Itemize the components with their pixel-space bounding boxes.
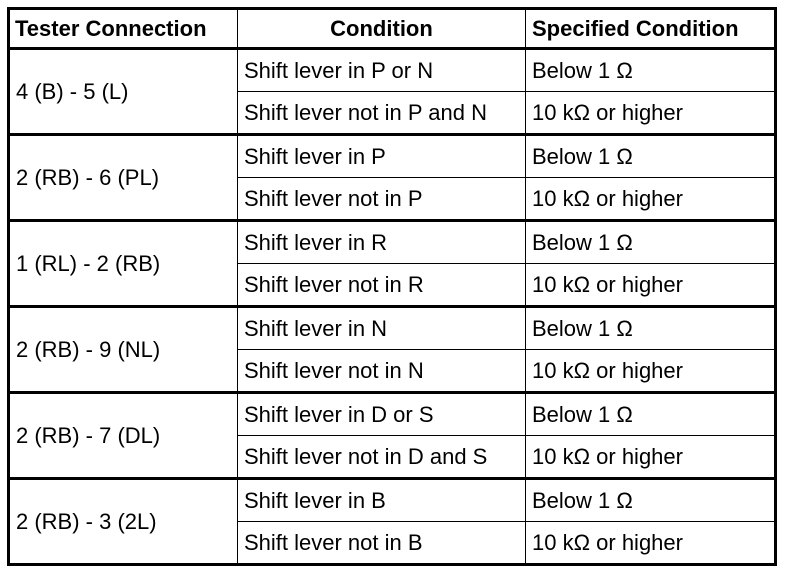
table-row [9,393,776,436]
condition-cell: Shift lever not in N [238,350,526,393]
specified-condition-cell: Below 1 Ω [526,393,776,436]
table-header-row [9,9,776,49]
specified-condition-cell: 10 kΩ or higher [526,264,776,307]
specified-condition-cell: 10 kΩ or higher [526,522,776,565]
condition-cell: Shift lever in P or N [238,49,526,92]
condition-cell: Shift lever not in D and S [238,436,526,479]
header-tester-connection: Tester Connection [9,9,238,49]
header-specified-condition: Specified Condition [526,9,776,49]
condition-cell: Shift lever in D or S [238,393,526,436]
tester-connection-cell: 2 (RB) - 6 (PL) [9,135,238,221]
tester-connection-cell: 2 (RB) - 7 (DL) [9,393,238,479]
tester-connection-table [7,7,777,566]
condition-cell: Shift lever in B [238,479,526,522]
table-row [9,221,776,264]
tester-connection-cell: 1 (RL) - 2 (RB) [9,221,238,307]
table-row [9,135,776,178]
condition-cell: Shift lever in N [238,307,526,350]
specified-condition-cell: Below 1 Ω [526,49,776,92]
condition-cell: Shift lever not in B [238,522,526,565]
specified-condition-cell: Below 1 Ω [526,221,776,264]
condition-cell: Shift lever in P [238,135,526,178]
specified-condition-cell: Below 1 Ω [526,479,776,522]
specified-condition-cell: 10 kΩ or higher [526,92,776,135]
table-row [9,479,776,522]
tester-connection-cell: 4 (B) - 5 (L) [9,49,238,135]
tester-connection-cell: 2 (RB) - 3 (2L) [9,479,238,565]
condition-cell: Shift lever not in P and N [238,92,526,135]
condition-cell: Shift lever not in R [238,264,526,307]
header-condition: Condition [238,9,526,49]
specified-condition-cell: Below 1 Ω [526,307,776,350]
table-row [9,307,776,350]
condition-cell: Shift lever not in P [238,178,526,221]
tester-connection-cell: 2 (RB) - 9 (NL) [9,307,238,393]
specified-condition-cell: 10 kΩ or higher [526,350,776,393]
condition-cell: Shift lever in R [238,221,526,264]
specified-condition-cell: Below 1 Ω [526,135,776,178]
specified-condition-cell: 10 kΩ or higher [526,436,776,479]
specified-condition-cell: 10 kΩ or higher [526,178,776,221]
table-row [9,49,776,92]
